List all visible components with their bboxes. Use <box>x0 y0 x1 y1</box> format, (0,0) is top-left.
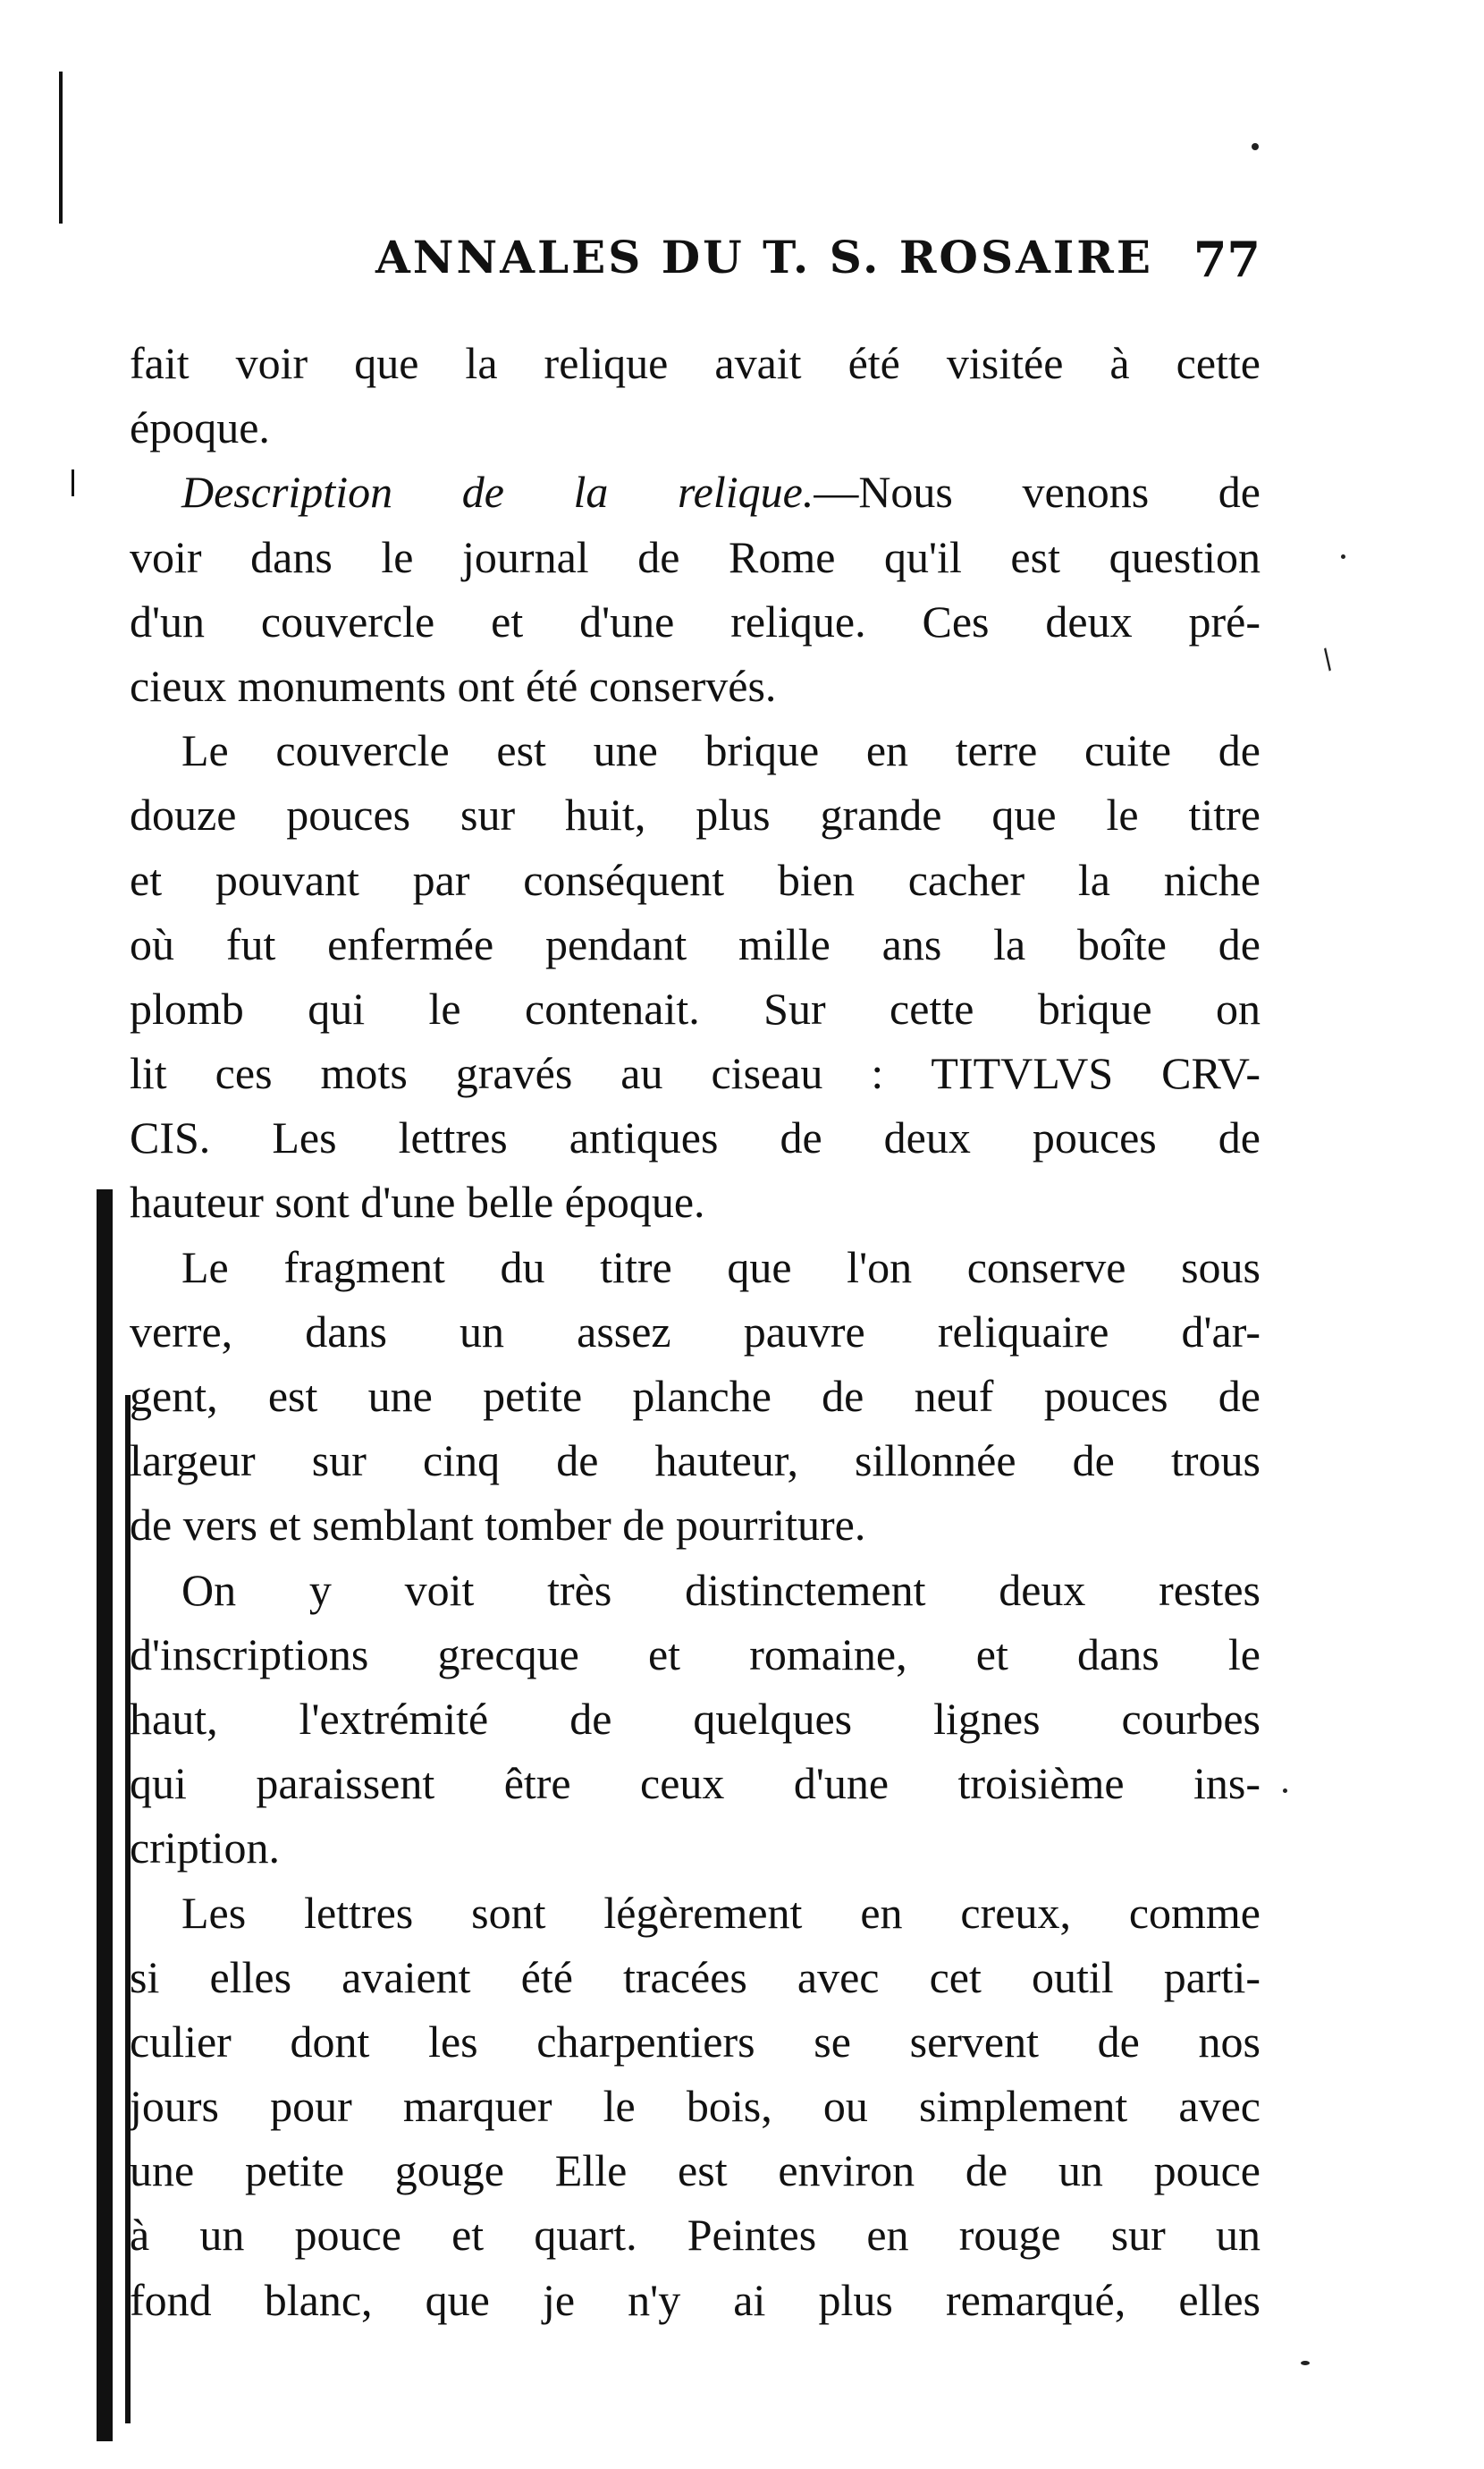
paragraph <box>130 1235 1261 1558</box>
text-line: culier dont les charpentiers se servent de nos <box>130 2016 1261 2067</box>
text-line: d'inscriptions grecque et romaine, et dans le <box>130 1628 1261 1679</box>
text-line: haut, l'extrémité de quelques lignes courbes <box>130 1693 1261 1744</box>
text-line: une petite gouge Elle est environ de un pouce <box>130 2145 1261 2196</box>
text-line: Le fragment du titre que l'on conserve sous <box>181 1241 1261 1292</box>
text-line: fait voir que la relique avait été visitée à cette <box>130 338 1261 388</box>
text-line: époque. <box>130 402 270 453</box>
paragraph <box>130 1558 1261 1881</box>
dust-speck <box>1252 143 1259 150</box>
text-line: verre, dans un assez pauvre reliquaire d'ar- <box>130 1306 1261 1357</box>
dust-speck <box>1283 1788 1287 1793</box>
dust-speck <box>1301 2361 1310 2365</box>
text-line: d'un couvercle et d'une relique. Ces deux pré- <box>130 596 1261 647</box>
paragraph <box>130 460 1261 718</box>
text-line: à un pouce et quart. Peintes en rouge sur un <box>130 2210 1261 2261</box>
text-line: cription. <box>130 1822 281 1873</box>
text-line: fond blanc, que je n'y ai plus remarqué, elles <box>130 2274 1261 2325</box>
paragraph <box>130 1881 1261 2332</box>
paragraph <box>130 331 1261 460</box>
body-text <box>130 331 1261 2332</box>
text-line: gent, est une petite planche de neuf pouces de <box>130 1371 1261 1421</box>
text-line: lit ces mots gravés au ciseau : TITVLVS CRV- <box>130 1048 1261 1099</box>
paragraph <box>130 718 1261 1235</box>
text-line <box>130 460 1261 524</box>
text-line: jours pour marquer le bois, ou simplement avec <box>130 2081 1261 2132</box>
text-line: On y voit très distinctement deux restes <box>181 1564 1261 1615</box>
page-number: 77 <box>1193 231 1261 288</box>
text-line: largeur sur cinq de hauteur, sillonnée de trous <box>130 1435 1261 1486</box>
text-line: où fut enfermée pendant mille ans la boîte de <box>130 918 1261 969</box>
page-header <box>375 231 1261 293</box>
text-line-rest: —Nous venons de <box>814 467 1261 518</box>
text-line: plomb qui le contenait. Sur cette brique on <box>130 983 1261 1034</box>
text-line: qui paraissent être ceux d'une troisième ins- <box>130 1758 1261 1809</box>
text-line: Les lettres sont légèrement en creux, comme <box>181 1887 1261 1938</box>
scan-edge-line <box>59 72 63 224</box>
binding-edge-bar <box>97 1189 113 2441</box>
dust-speck <box>1341 554 1345 559</box>
text-line: hauteur sont d'une belle époque. <box>130 1177 705 1228</box>
text-line: et pouvant par conséquent bien cacher la niche <box>130 854 1261 905</box>
running-title: ANNALES DU T. S. ROSAIRE <box>375 231 1153 283</box>
pencil-mark: ∕ <box>1315 643 1340 676</box>
text-line: CIS. Les lettres antiques de deux pouces de <box>130 1112 1261 1163</box>
text-line: Le couvercle est une brique en terre cuite de <box>181 725 1261 776</box>
scan-edge-line <box>72 469 74 496</box>
text-line: douze pouces sur huit, plus grande que le titre <box>130 790 1261 841</box>
section-heading: Description de la relique. <box>181 467 814 518</box>
text-line: cieux monuments ont été conservés. <box>130 660 777 711</box>
text-line: de vers et semblant tomber de pourriture. <box>130 1500 866 1551</box>
text-line: voir dans le journal de Rome qu'il est question <box>130 531 1261 582</box>
text-line: si elles avaient été tracées avec cet outil parti- <box>130 1951 1261 2002</box>
